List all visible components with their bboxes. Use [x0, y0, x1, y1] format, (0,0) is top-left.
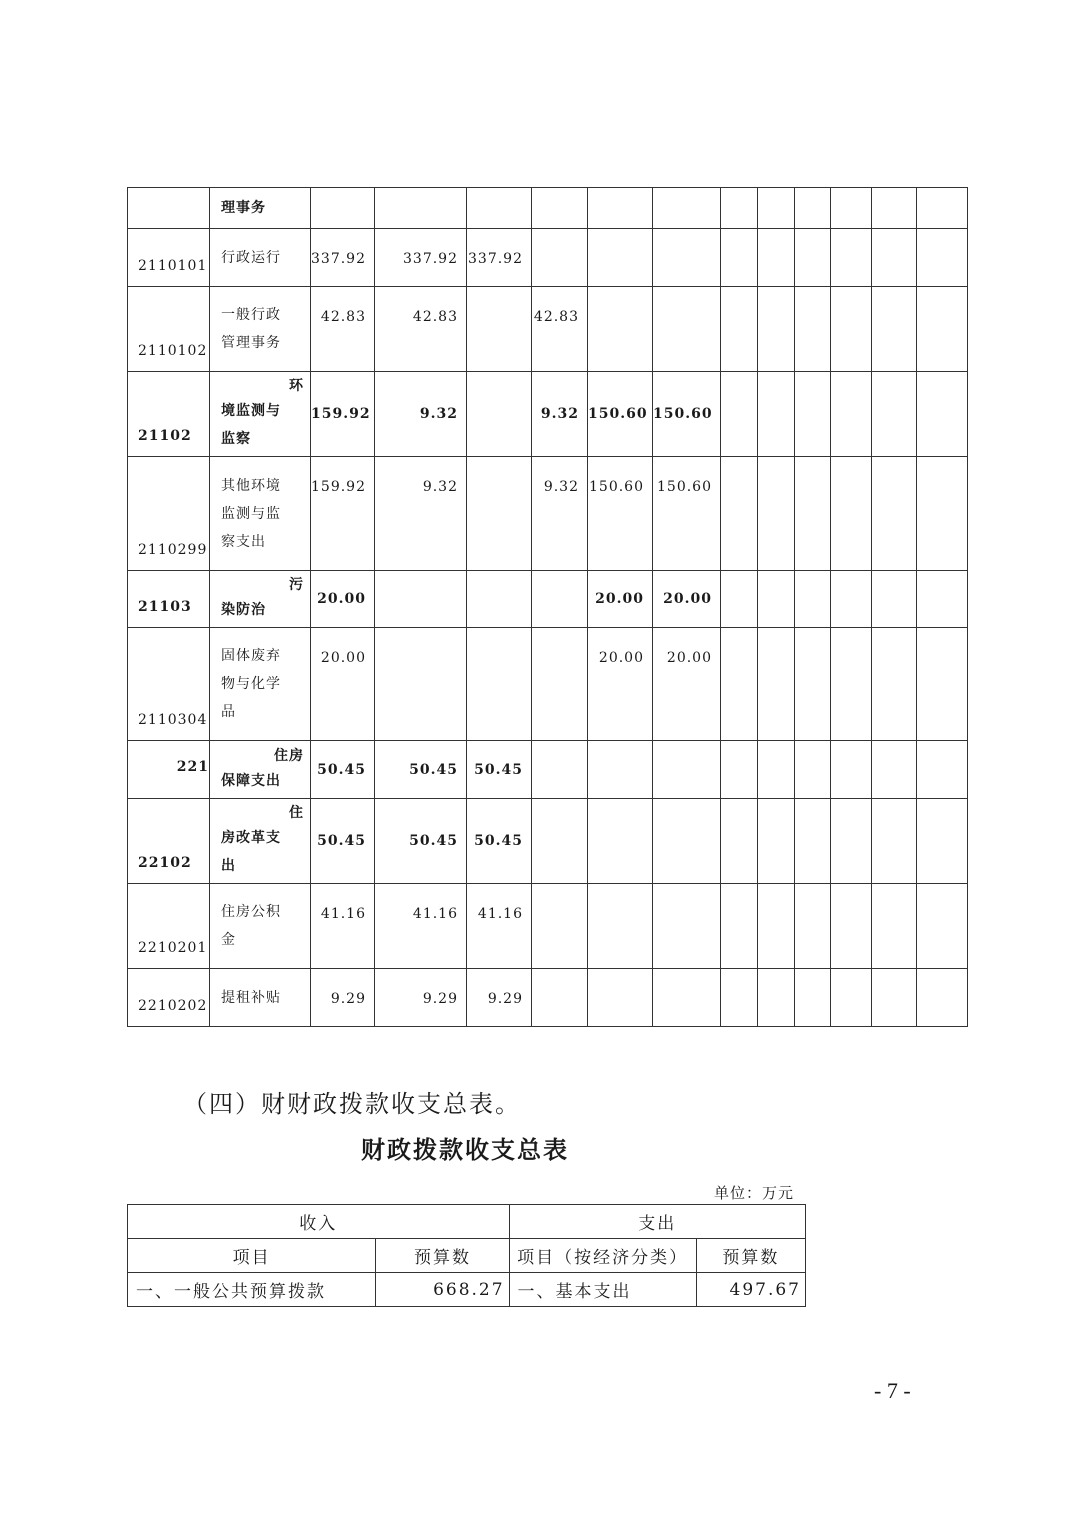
empty-cell [721, 628, 758, 741]
budget-value-cell: 41.16 [467, 884, 532, 969]
table-row [128, 884, 968, 969]
empty-cell [758, 188, 795, 229]
budget-value-cell [532, 628, 588, 741]
table-row [128, 188, 968, 229]
empty-cell [872, 372, 917, 457]
category-name [210, 628, 311, 741]
empty-cell [721, 571, 758, 628]
empty-cell [795, 457, 831, 571]
budget-value-cell [311, 188, 375, 229]
category-name-line: 提租补贴 [221, 989, 281, 1006]
unit-label: 单位：万元 [714, 1184, 795, 1202]
empty-cell [872, 628, 917, 741]
budget-value-cell: 42.83 [375, 287, 467, 372]
budget-value-cell [588, 188, 653, 229]
budget-value-cell: 50.45 [375, 799, 467, 884]
empty-cell [831, 188, 872, 229]
empty-cell [917, 372, 968, 457]
income-header: 收入 [128, 1205, 510, 1239]
budget-value-cell: 9.29 [311, 969, 375, 1027]
empty-cell [872, 571, 917, 628]
budget-value-cell: 20.00 [653, 571, 721, 628]
category-name-line: 行政运行 [221, 249, 281, 266]
category-name-line: 管理事务 [221, 335, 281, 351]
expense-header: 支出 [509, 1205, 805, 1239]
budget-value-cell: 9.32 [375, 457, 467, 571]
budget-value-cell [653, 229, 721, 287]
category-name-line: 品 [221, 704, 236, 720]
category-name [210, 457, 311, 571]
empty-cell [872, 799, 917, 884]
empty-cell [795, 571, 831, 628]
empty-cell [872, 741, 917, 799]
budget-value-cell [467, 287, 532, 372]
empty-cell [831, 372, 872, 457]
empty-cell [917, 799, 968, 884]
budget-value-cell: 50.45 [467, 799, 532, 884]
budget-value-cell: 150.60 [588, 372, 653, 457]
summary-table-title: 财政拨款收支总表 [361, 1135, 569, 1164]
empty-cell [917, 628, 968, 741]
category-name-line: 住 [289, 805, 304, 821]
empty-cell [917, 969, 968, 1027]
summary-row [128, 1273, 806, 1307]
budget-value-cell [588, 287, 653, 372]
expense-item-header: 项目（按经济分类） [509, 1239, 696, 1273]
empty-cell [917, 188, 968, 229]
budget-value-cell [653, 884, 721, 969]
budget-value-cell: 9.32 [532, 372, 588, 457]
empty-cell [758, 741, 795, 799]
budget-value-cell [532, 188, 588, 229]
category-name-line: 染防治 [221, 602, 266, 618]
budget-value-cell [653, 969, 721, 1027]
category-name-line: 住房 [274, 747, 304, 764]
empty-cell [917, 457, 968, 571]
empty-cell [917, 571, 968, 628]
budget-value-cell [653, 287, 721, 372]
expense-budget-header: 预算数 [696, 1239, 805, 1273]
budget-value-cell [467, 188, 532, 229]
category-name [210, 229, 311, 287]
category-name [210, 969, 311, 1027]
category-name-line: 察支出 [221, 533, 266, 550]
table-row [128, 571, 968, 628]
empty-cell [795, 188, 831, 229]
income-item-header: 项目 [128, 1239, 376, 1273]
budget-value-cell: 41.16 [311, 884, 375, 969]
summary-group-header-row [128, 1205, 806, 1239]
budget-value-cell [375, 188, 467, 229]
empty-cell [795, 372, 831, 457]
category-code: 2210201 [128, 884, 210, 969]
category-name-line: 监测与监 [221, 505, 281, 522]
budget-value-cell: 50.45 [311, 799, 375, 884]
category-name-line: 监察 [221, 431, 251, 447]
empty-cell [872, 287, 917, 372]
category-code: 2210202 [128, 969, 210, 1027]
category-name-line: 理事务 [221, 200, 266, 216]
category-name [210, 571, 311, 628]
category-code: 2110102 [128, 287, 210, 372]
empty-cell [831, 884, 872, 969]
empty-cell [831, 229, 872, 287]
budget-value-cell: 9.32 [375, 372, 467, 457]
empty-cell [758, 372, 795, 457]
category-name-line: 其他环境 [221, 477, 281, 494]
budget-table [127, 187, 968, 1027]
empty-cell [721, 969, 758, 1027]
budget-value-cell: 9.32 [532, 457, 588, 571]
category-name [210, 884, 311, 969]
empty-cell [721, 372, 758, 457]
budget-value-cell: 20.00 [311, 571, 375, 628]
expense-value: 497.67 [696, 1273, 805, 1307]
budget-value-cell [532, 741, 588, 799]
budget-value-cell: 337.92 [467, 229, 532, 287]
category-code: 2110101 [128, 229, 210, 287]
table-row [128, 628, 968, 741]
empty-cell [831, 571, 872, 628]
budget-value-cell [467, 372, 532, 457]
table-row [128, 457, 968, 571]
empty-cell [758, 884, 795, 969]
budget-value-cell: 9.29 [467, 969, 532, 1027]
table-row [128, 372, 968, 457]
category-name [210, 287, 311, 372]
empty-cell [917, 884, 968, 969]
budget-value-cell: 9.29 [375, 969, 467, 1027]
empty-cell [721, 229, 758, 287]
empty-cell [721, 741, 758, 799]
empty-cell [721, 799, 758, 884]
page-number: - 7 - [874, 1378, 911, 1403]
budget-value-cell [653, 799, 721, 884]
budget-value-cell [467, 571, 532, 628]
budget-value-cell: 159.92 [311, 372, 375, 457]
empty-cell [872, 884, 917, 969]
table-row [128, 229, 968, 287]
category-name-line: 固体废弃 [221, 648, 281, 664]
budget-value-cell [467, 628, 532, 741]
budget-value-cell: 50.45 [311, 741, 375, 799]
budget-value-cell [588, 229, 653, 287]
category-name-line: 出 [221, 858, 236, 874]
table-row [128, 969, 968, 1027]
category-name-line: 物与化学 [221, 676, 281, 692]
table-row [128, 799, 968, 884]
budget-value-cell [532, 571, 588, 628]
budget-value-cell: 50.45 [467, 741, 532, 799]
empty-cell [758, 571, 795, 628]
income-item: 一、一般公共预算拨款 [128, 1273, 376, 1307]
budget-value-cell: 20.00 [588, 571, 653, 628]
empty-cell [917, 741, 968, 799]
budget-value-cell: 42.83 [532, 287, 588, 372]
category-name [210, 372, 311, 457]
empty-cell [831, 287, 872, 372]
empty-cell [721, 287, 758, 372]
budget-value-cell [588, 969, 653, 1027]
category-name [210, 741, 311, 799]
category-code: 2110304 [128, 628, 210, 741]
empty-cell [872, 969, 917, 1027]
category-name-line: 一般行政 [221, 307, 281, 323]
summary-column-header-row [128, 1239, 806, 1273]
budget-value-cell [653, 741, 721, 799]
budget-value-cell: 337.92 [375, 229, 467, 287]
category-name-line: 环 [289, 378, 304, 394]
category-name-line: 住房公积 [221, 904, 281, 920]
empty-cell [758, 457, 795, 571]
empty-cell [831, 628, 872, 741]
income-value: 668.27 [376, 1273, 509, 1307]
empty-cell [795, 969, 831, 1027]
budget-value-cell [588, 799, 653, 884]
budget-value-cell: 159.92 [311, 457, 375, 571]
budget-value-cell: 337.92 [311, 229, 375, 287]
budget-value-cell [532, 884, 588, 969]
category-name-line: 房改革支 [221, 830, 281, 846]
budget-value-cell: 150.60 [653, 457, 721, 571]
empty-cell [721, 188, 758, 229]
budget-value-cell [588, 741, 653, 799]
empty-cell [758, 628, 795, 741]
budget-value-cell: 41.16 [375, 884, 467, 969]
budget-table-body [128, 188, 968, 1027]
empty-cell [795, 287, 831, 372]
section-heading: （四）财财政拨款收支总表。 [183, 1090, 521, 1118]
empty-cell [872, 188, 917, 229]
empty-cell [795, 799, 831, 884]
category-code [128, 188, 210, 229]
category-code: 2110299 [128, 457, 210, 571]
category-code: 21103 [128, 571, 210, 628]
category-code: 21102 [128, 372, 210, 457]
budget-value-cell: 50.45 [375, 741, 467, 799]
empty-cell [758, 799, 795, 884]
category-name-line: 境监测与 [221, 403, 281, 419]
budget-value-cell: 150.60 [653, 372, 721, 457]
budget-value-cell [375, 628, 467, 741]
empty-cell [831, 969, 872, 1027]
empty-cell [831, 799, 872, 884]
budget-value-cell: 150.60 [588, 457, 653, 571]
empty-cell [758, 287, 795, 372]
empty-cell [917, 287, 968, 372]
category-name-line: 保障支出 [221, 772, 281, 789]
empty-cell [795, 741, 831, 799]
category-name [210, 799, 311, 884]
budget-value-cell [653, 188, 721, 229]
empty-cell [795, 628, 831, 741]
income-budget-header: 预算数 [376, 1239, 509, 1273]
budget-value-cell [532, 799, 588, 884]
budget-value-cell [532, 969, 588, 1027]
expense-item: 一、基本支出 [509, 1273, 696, 1307]
empty-cell [795, 229, 831, 287]
budget-value-cell [467, 457, 532, 571]
budget-value-cell [375, 571, 467, 628]
empty-cell [758, 229, 795, 287]
empty-cell [831, 741, 872, 799]
empty-cell [721, 457, 758, 571]
category-code: 22102 [128, 799, 210, 884]
summary-table [127, 1204, 806, 1307]
category-name [210, 188, 311, 229]
empty-cell [795, 884, 831, 969]
empty-cell [917, 229, 968, 287]
budget-value-cell: 20.00 [311, 628, 375, 741]
budget-value-cell: 20.00 [653, 628, 721, 741]
empty-cell [872, 229, 917, 287]
empty-cell [831, 457, 872, 571]
budget-value-cell [588, 884, 653, 969]
category-name-line: 污 [289, 577, 304, 593]
category-code: 221 [128, 741, 210, 799]
table-row [128, 287, 968, 372]
table-row [128, 741, 968, 799]
budget-value-cell: 42.83 [311, 287, 375, 372]
budget-value-cell: 20.00 [588, 628, 653, 741]
empty-cell [721, 884, 758, 969]
budget-value-cell [532, 229, 588, 287]
empty-cell [758, 969, 795, 1027]
empty-cell [872, 457, 917, 571]
category-name-line: 金 [221, 932, 236, 948]
